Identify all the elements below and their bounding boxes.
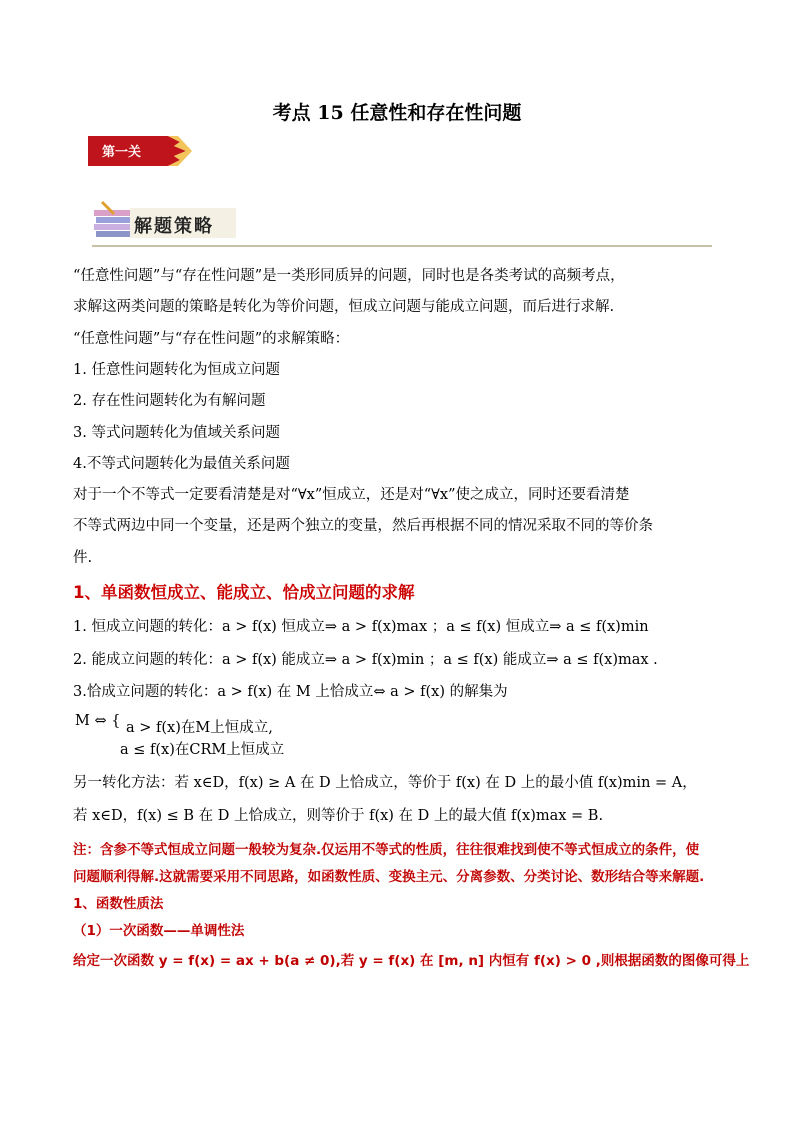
strategy-banner	[92, 200, 237, 244]
subheading-function-property: 1、函数性质法	[73, 896, 164, 912]
list-item: 2. 存在性问题转化为有解问题	[73, 393, 266, 409]
rule-3: 3.恰成立问题的转化：a > f(x) 在 M 上恰成立⇔ a > f(x) 的解集为	[73, 684, 508, 700]
badge-label: 第一关	[102, 145, 142, 160]
intro-para-3: 件.	[73, 550, 93, 566]
list-item: 3. 等式问题转化为值域关系问题	[73, 425, 280, 441]
system-line-2: a ≤ f(x)在CRM上恒成立	[120, 742, 285, 758]
note-line-1: 注：含参不等式恒成立问题一般较为复杂.仅运用不等式的性质，往往很难找到使不等式恒成立的条件，使	[73, 842, 700, 858]
list-item: 4.不等式问题转化为最值关系问题	[73, 456, 290, 472]
strategy-label: 解题策略	[134, 216, 214, 237]
divider	[92, 245, 712, 247]
alt-method-line-2: 若 x∈D，f(x) ≤ B 在 D 上恰成立，则等价于 f(x) 在 D 上的最大值 f(x)max = B.	[73, 808, 604, 824]
linear-function-text: 给定一次函数 y = f(x) = ax + b(a ≠ 0),若 y = f(x) 在 [m, n] 内恒有 f(x) > 0 ,则根据函数的图像可得上	[73, 953, 750, 969]
level-badge	[88, 136, 196, 166]
system-lead: M ⇔ {	[75, 713, 121, 729]
intro-line-1: “任意性问题”与“存在性问题”是一类形同质异的问题，同时也是各类考试的高频考点，	[73, 268, 625, 284]
subheading-linear-function: （1）一次函数——单调性法	[73, 923, 245, 939]
rule-1: 1. 恒成立问题的转化：a > f(x) 恒成立⇒ a > f(x)max ；a ≤ f(x) 恒成立⇒ a ≤ f(x)min	[73, 619, 649, 635]
section-heading-1: 1、单函数恒成立、能成立、恰成立问题的求解	[73, 583, 415, 602]
intro-para-2: 不等式两边中同一个变量，还是两个独立的变量，然后再根据不同的情况采取不同的等价条	[73, 518, 653, 534]
note-line-2: 问题顺利得解.这就需要采用不同思路，如函数性质、变换主元、分离参数、分类讨论、数形结合等来解题.	[73, 869, 705, 885]
system-line-1: a > f(x)在M上恒成立,	[126, 720, 273, 736]
list-item: 1. 任意性问题转化为恒成立问题	[73, 362, 280, 378]
alt-method-line-1: 另一转化方法：若 x∈D，f(x) ≥ A 在 D 上恰成立，等价于 f(x) 在 D 上的最小值 f(x)min = A，	[73, 775, 697, 791]
intro-line-3: “任意性问题”与“存在性问题”的求解策略：	[73, 331, 350, 347]
intro-para-1: 对于一个不等式一定要看清楚是对“∀x”恒成立，还是对“∀x”使之成立，同时还要看清楚	[73, 487, 630, 503]
page-title: 考点 15 任意性和存在性问题	[272, 102, 522, 124]
intro-line-2: 求解这两类问题的策略是转化为等价问题，恒成立问题与能成立问题，而后进行求解.	[73, 299, 615, 315]
rule-2: 2. 能成立问题的转化：a > f(x) 能成立⇒ a > f(x)min ；a ≤ f(x) 能成立⇒ a ≤ f(x)max .	[73, 652, 658, 668]
